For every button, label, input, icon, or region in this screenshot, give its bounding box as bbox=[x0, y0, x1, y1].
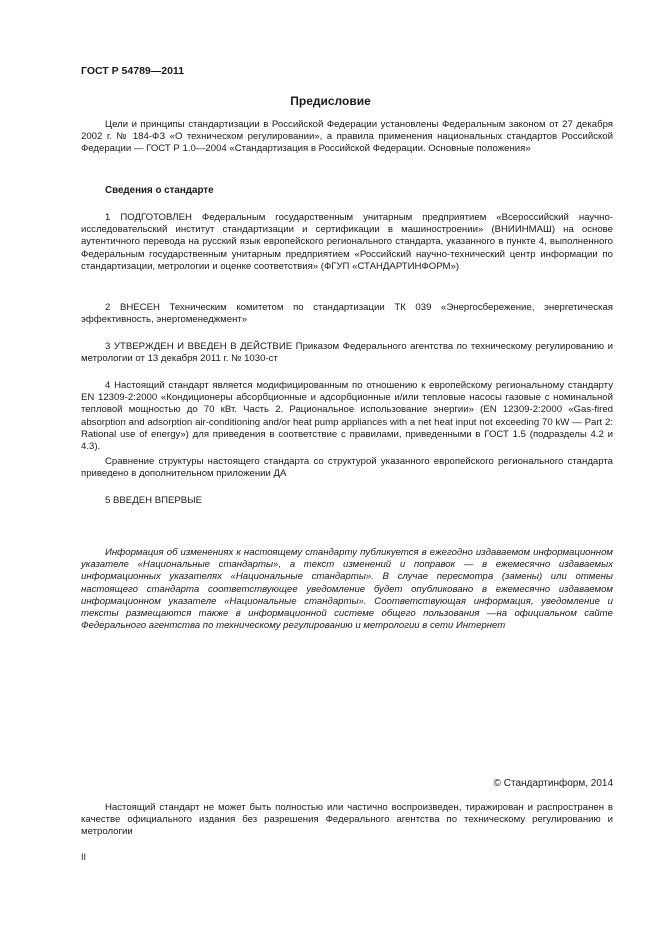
intro-paragraph: Цели и принципы стандартизации в Российской Федерации установлены Федеральным законом от 27 декабря 2002 г. № 184-ФЗ «О техническом регулировании», а правила применения национальных стандартов Российской Федерации — ГОСТ Р 1.0—2004 «Стандартизация в Российской Федерации. Основные положения» bbox=[81, 119, 613, 155]
item-2-paragraph: 2 ВНЕСЕН Техническим комитетом по стандартизации ТК 039 «Энергосбережение, энергетическая эффективность, энергоменеджмент» bbox=[81, 302, 613, 326]
item-4-continuation-paragraph: Сравнение структуры настоящего стандарта со структурой указанного европейского регионального стандарта приведено в дополнительном приложении ДА bbox=[81, 456, 613, 480]
page-title: Предисловие bbox=[290, 94, 371, 108]
item-1-paragraph: 1 ПОДГОТОВЛЕН Федеральным государственным унитарным предприятием «Всероссийский научно-исследовательский институт стандартизации и сертификации в машиностроении» (ВНИИНМАШ) на основе аутентичного перевода на русский язык европейского регионального стандарта, указанного в пункте 4, выполненного Федеральным государственным унитарным предприятием «Российский научно-технический центр информации по стандартизации, метрологии и оценке соответствия» (ФГУП «СТАНДАРТИНФОРМ») bbox=[81, 212, 613, 272]
info-notice-paragraph: Информация об изменениях к настоящему стандарту публикуется в ежегодно издаваемом информационном указателе «Национальные стандарты», а текст изменений и поправок — в ежемесячно издаваемых информационных указателях «Национальные стандарты». В случае пересмотра (замены) или отмены настоящего стандарта соответствующее уведомление будет опубликовано в ежемесячно издаваемом информационном указателе «Национальные стандарты». Соответствующая информация, уведомление и тексты размещаются также в информационной системе общего пользования —на официальном сайте Федерального агентства по техническому регулированию и метрологии в сети Интернет bbox=[81, 547, 613, 632]
page-number: II bbox=[81, 852, 87, 862]
item-5-paragraph: 5 ВВЕДЕН ВПЕРВЫЕ bbox=[105, 495, 203, 506]
item-4-paragraph: 4 Настоящий стандарт является модифицированным по отношению к европейскому региональному стандарту EN 12309-2:2000 «Кондиционеры абсорбционные и адсорбционные и/или тепловые насосы газовые с номинальной тепловой мощностью до 70 кВт. Часть 2. Рациональное использование энергии» (EN 12309-2:2000 «Gas-fired absorption and adsorption air-conditioning and/or heat pump appliances with a net heat input not exceeding 70 kW — Part 2: Rational use of energy») для приведения в соответствие с правилами, приведенными в ГОСТ 1.5 (подразделы 4.2 и 4.3). bbox=[81, 380, 613, 453]
item-3-paragraph: 3 УТВЕРЖДЕН И ВВЕДЕН В ДЕЙСТВИЕ Приказом Федерального агентства по техническому регулированию и метрологии от 13 декабря 2011 г. № 1030-ст bbox=[81, 341, 613, 365]
copyright-line: © Стандартинформ, 2014 bbox=[493, 778, 613, 789]
standard-code: ГОСТ Р 54789—2011 bbox=[81, 65, 185, 77]
reproduction-notice-paragraph: Настоящий стандарт не может быть полностью или частично воспроизведен, тиражирован и распространен в качестве официального издания без разрешения Федерального агентства по техническому регулированию и метрологии bbox=[81, 802, 613, 838]
section-heading: Сведения о стандарте bbox=[105, 185, 214, 196]
